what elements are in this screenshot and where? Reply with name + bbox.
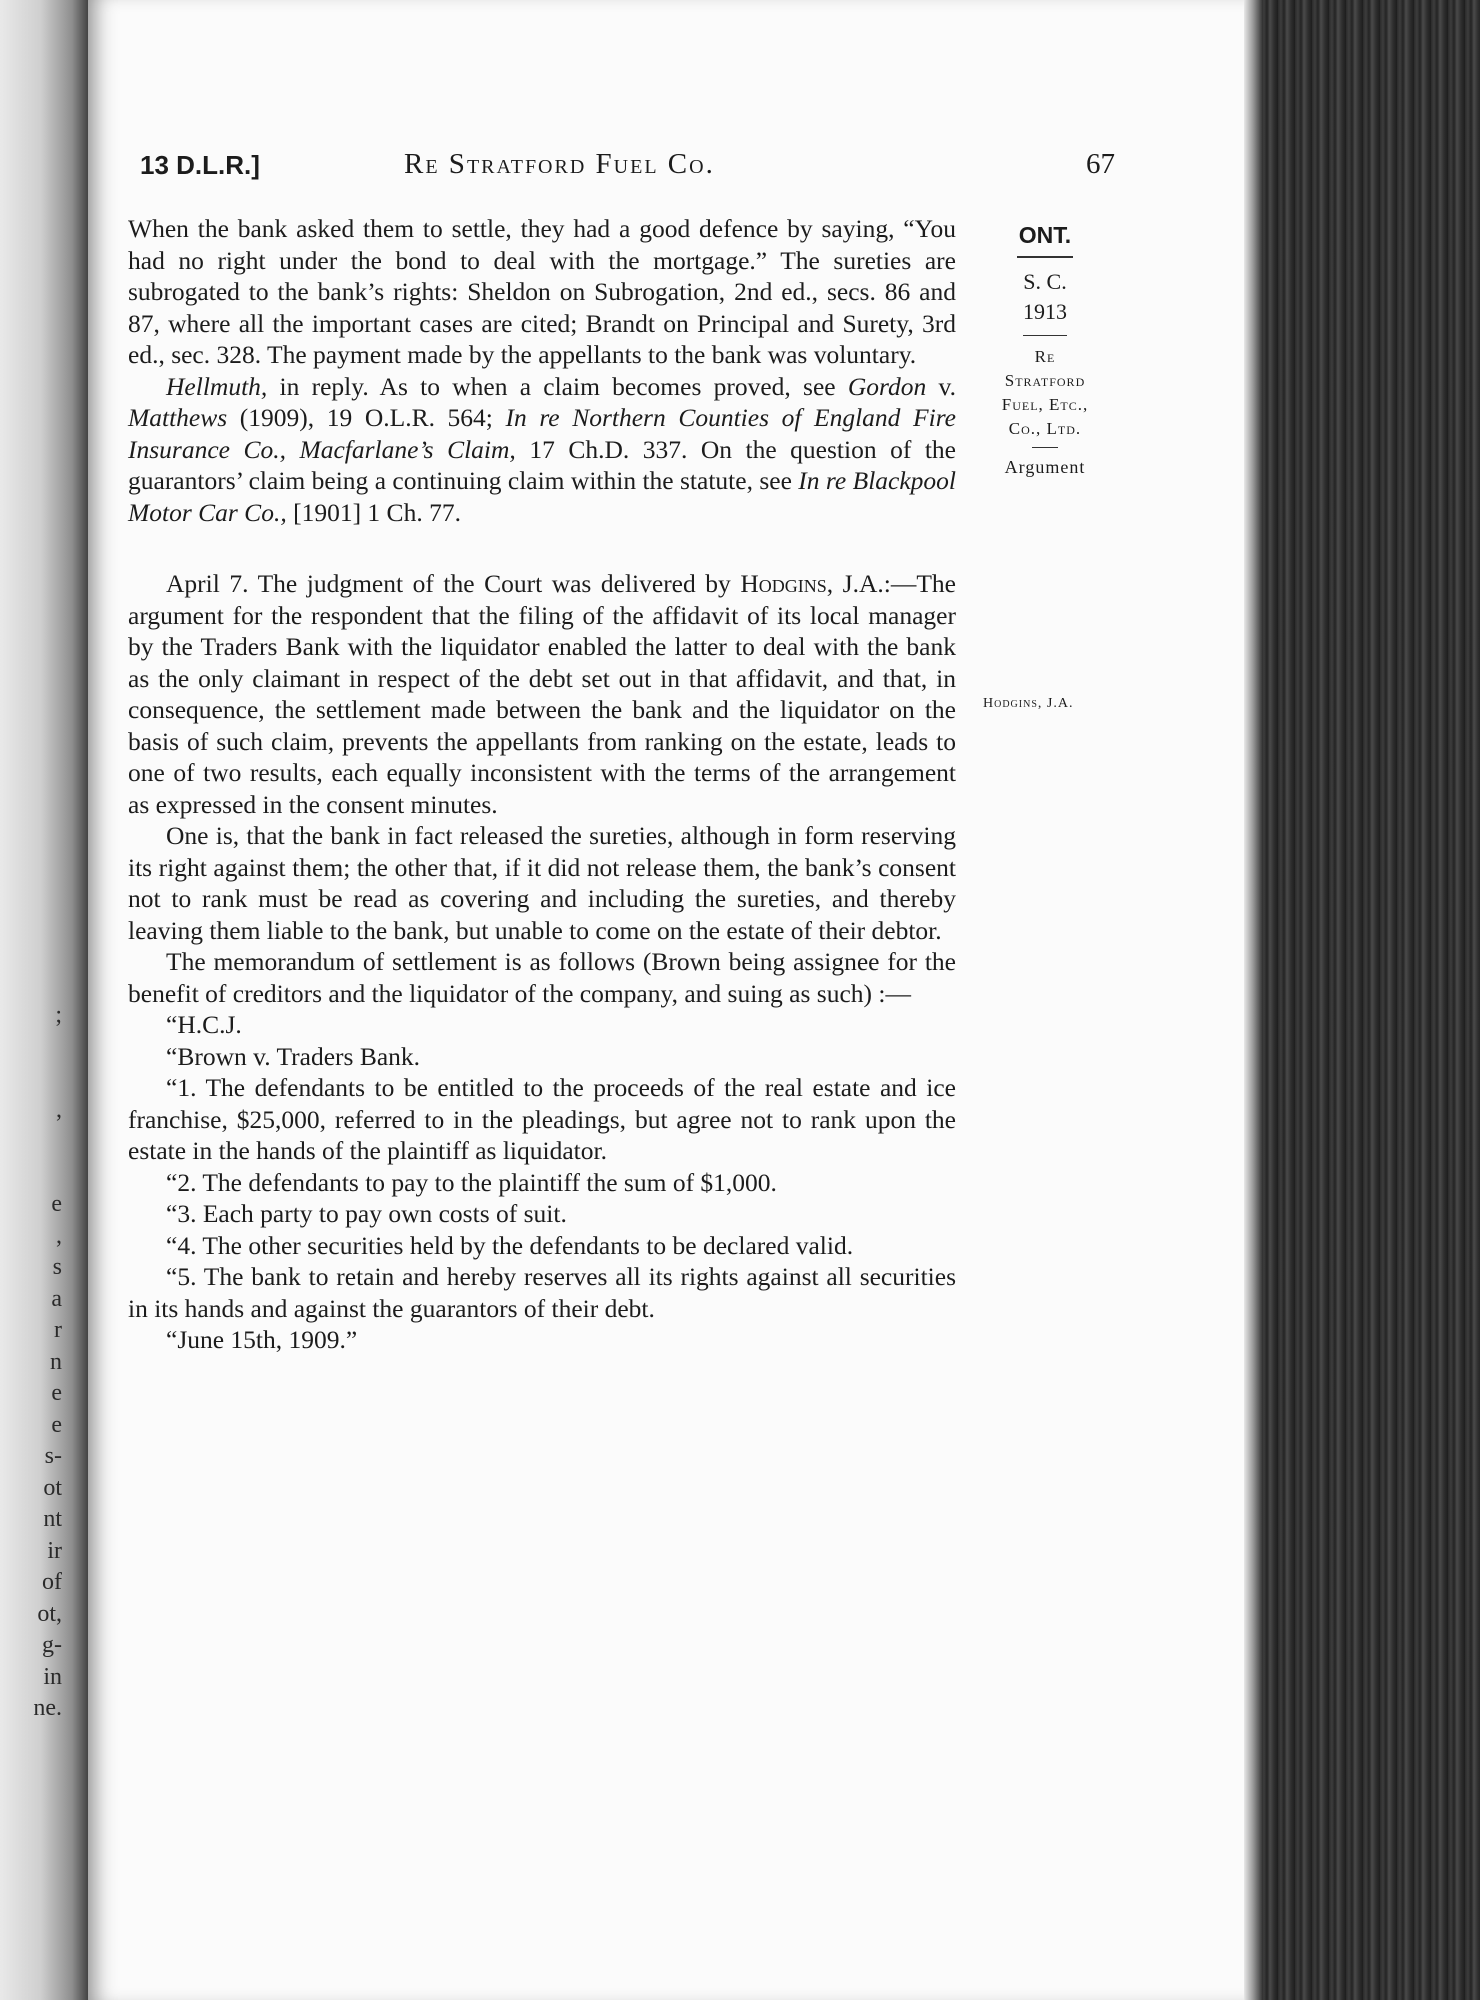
quote-paragraph: “3. Each party to pay own costs of suit. [166,1199,567,1228]
year-label: 1913 [1023,299,1067,324]
previous-page-fragment: e [51,1380,62,1406]
text-run: 17 Ch.D. 337. On the question of the guarantors’ claim being a continuing claim within the statute, see [128,434,956,495]
previous-page-fragment: s [52,1254,62,1280]
case-citation: In re Northern Counties of England Fire Insurance Co., Macfarlane’s Claim, [128,403,956,464]
previous-page-fragment: ot, [37,1600,62,1627]
previous-page-fragment: , [56,1222,62,1249]
previous-page-fragment: in [43,1663,62,1690]
quote-paragraph: “4. The other securities held by the defendants to be declared valid. [166,1230,854,1260]
previous-page-fragment [0,1126,62,1158]
volume-reference: 13 D.L.R.] [140,150,260,180]
paragraph: When the bank asked them to settle, they had a good defence by saying, “You had no right under the bond to deal with the mortgage.” The sureties are subrogated to the bank’s rights: Sheldon on Subrogation, 2nd ed., secs. 86 and 87, where all the important cases are cited; Brandt on Principal and Surety, 3rd ed., sec. 328. The payment made by the appellants to the bank was voluntary. [128,214,956,369]
page-number: 67 [1086,148,1115,180]
quote-line: “H.C.J. [166,1010,242,1039]
previous-page-fragment [0,1032,62,1064]
paragraph [128,371,956,529]
previous-page-fragment: ot [43,1474,62,1501]
previous-page-fragment [0,1063,62,1095]
judge-name: Hodgins, [740,569,834,598]
previous-page-fragment: r [54,1317,62,1343]
margin-rule [1017,256,1073,258]
previous-page-fragment: ne. [33,1695,62,1721]
text-run: [1901] 1 Ch. 77. [286,497,461,527]
text-run: J.A.:—The argument for the respondent that the filing of the affidavit of its local manager by the Traders Bank with the liquidator enabled the latter to deal with the bank as the only claimant in respect of the debt set out in that affidavit, and that, in consequence, the settlement made between the bank and the liquidator on the basis of such claim, prevents the appellants from ranking on the estate, leads to one of two results, each equally inconsistent with the terms of the arrangement as expressed in the consent minutes. [128,569,956,819]
case-name-line: Fuel, Etc., [1001,395,1089,414]
text-run: v. [926,371,956,401]
quote-paragraph: “5. The bank to retain and hereby reserves all its rights against all securities in its hands and against the guarantors of their debt. [128,1262,956,1323]
text-run: April 7. The judgment of the Court was delivered by [166,569,741,598]
paragraph: One is, that the bank in fact released the sureties, although in form reserving its right against them; the other that, if it did not release them, the bank’s consent not to rank must be read as covering and including the sureties, and thereby leaving them liable to the bank, but unable to come on the estate of their debtor. [128,821,956,945]
quote-paragraph: “2. The defendants to pay to the plaintiff the sum of $1,000. [166,1167,777,1197]
previous-page-fragment: a [51,1285,62,1312]
main-text-column [128,213,956,1356]
case-citation: Gordon [847,371,927,401]
paragraph-gap [128,528,956,568]
previous-page-fragment [0,1158,62,1190]
quote-paragraph: “1. The defendants to be entitled to the proceeds of the real estate and ice franchise, $25,000, referred to in the pleadings, but agree not to rank upon the estate in the hands of the plaintiff as liquidator. [128,1073,956,1165]
case-name-line: Co., Ltd. [1008,419,1082,438]
counsel-name: Hellmuth, [166,371,268,401]
previous-page-fragment: ir [47,1537,62,1564]
paragraph [128,568,956,820]
previous-page-fragment: n [50,1348,62,1375]
previous-page-fragment: , [56,1096,62,1123]
quote-line: “June 15th, 1909.” [166,1325,358,1354]
previous-page-fragment: of [42,1569,62,1595]
previous-page-edge [0,0,90,2000]
case-name-line: Re [1034,347,1056,366]
running-title: Re Stratford Fuel Co. [404,148,715,180]
quote-line: “Brown v. Traders Bank. [166,1041,421,1071]
margin-rule [1032,447,1058,448]
book-binding [1244,0,1480,2000]
previous-page-fragment: e [51,1411,62,1438]
court-label: ONT. [1018,222,1072,248]
text-run: in reply. As to when a claim becomes proved, see [267,371,848,401]
case-name-line: Stratford [1004,371,1086,390]
previous-page-fragment: nt [43,1506,62,1532]
paragraph: The memorandum of settlement is as follows (Brown being assignee for the benefit of creditors and the liquidator of the company, and suing as such) :— [128,947,956,1008]
previous-page-fragments [0,1000,62,1725]
case-citation: In re Blackpool Motor Car Co., [128,466,956,527]
previous-page-fragment: e [51,1191,62,1217]
margin-rule [1023,335,1067,336]
text-run: (1909), 19 O.L.R. 564; [227,403,506,432]
previous-page-fragment: s- [44,1443,62,1469]
previous-page-fragment: ; [55,1002,62,1028]
case-citation: Matthews [128,403,228,432]
margin-notes [980,222,1110,480]
section-label: Argument [1004,457,1086,477]
division-label: S. C. [1023,269,1067,294]
judge-margin-note: Hodgins, J.A. [983,696,1074,711]
previous-page-fragment: g- [42,1632,62,1658]
